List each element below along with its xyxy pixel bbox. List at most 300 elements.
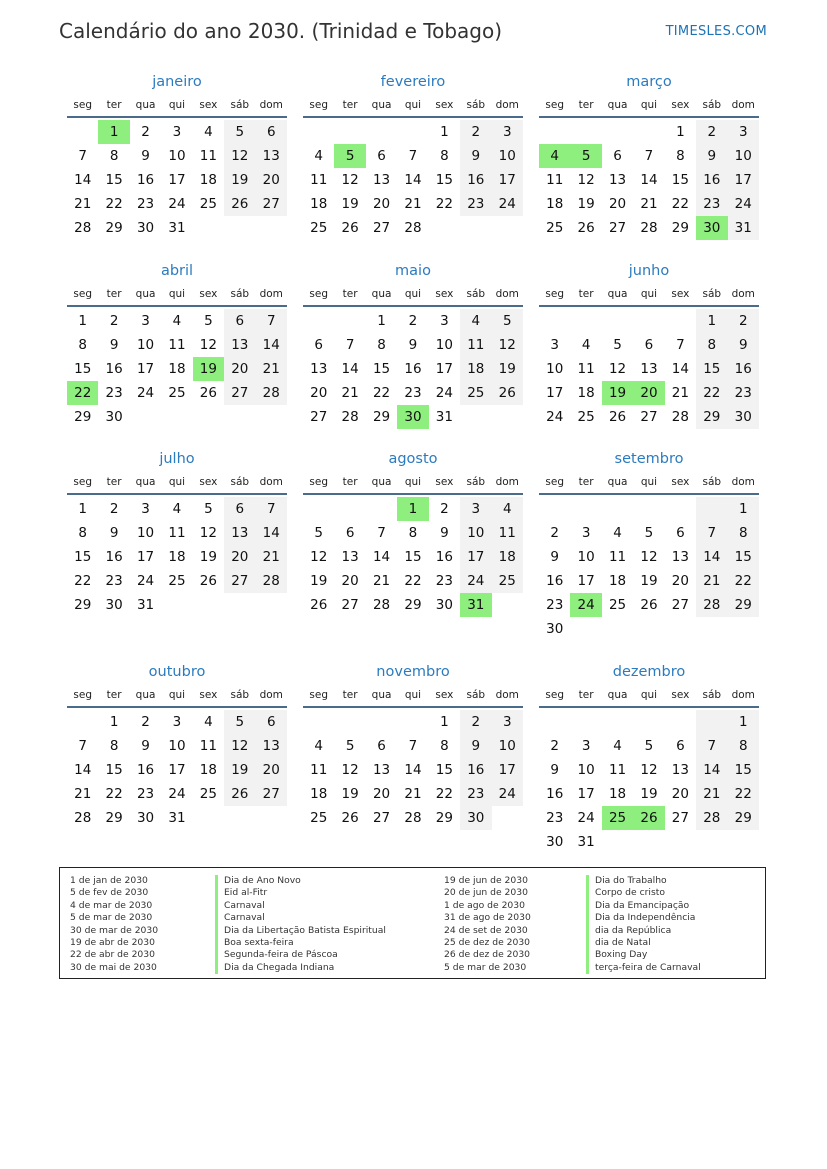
day-cell: 3	[492, 710, 523, 734]
weekday-label: qui	[640, 476, 658, 488]
holiday-day-cell: 20	[633, 381, 664, 405]
legend-dates-col-1	[70, 875, 158, 974]
day-cell: 4	[204, 714, 213, 730]
weekday-label: dom	[495, 99, 519, 111]
day-cell: 28	[372, 597, 391, 613]
day-cell: 11	[546, 172, 564, 188]
day-cell: 8	[78, 337, 87, 353]
empty-cell	[539, 120, 570, 144]
weekday-header	[303, 473, 523, 495]
day-cell: 7	[696, 521, 727, 545]
site-link[interactable]: TIMESLES.COM	[665, 24, 767, 39]
legend-date: 26 de dez de 2030	[444, 949, 531, 961]
empty-cell	[303, 120, 334, 144]
legend-date: 1 de ago de 2030	[444, 899, 525, 911]
empty-cell	[193, 216, 224, 240]
day-cell: 28	[404, 810, 422, 826]
day-cell: 20	[372, 786, 391, 802]
day-grid	[539, 497, 759, 641]
day-cell: 19	[341, 196, 359, 212]
day-cell: 8	[728, 521, 759, 545]
empty-cell	[334, 710, 365, 734]
legend-date: 22 de abr de 2030	[70, 949, 155, 961]
legend-holiday-name: dia da República	[586, 925, 701, 937]
weekday-label: sex	[435, 99, 454, 111]
legend-date: 19 de jun de 2030	[444, 875, 528, 886]
legend-date: 4 de mar de 2030	[70, 899, 153, 911]
day-cell: 6	[224, 497, 255, 521]
weekday-label: sáb	[466, 288, 486, 300]
day-cell: 20	[671, 573, 689, 589]
day-cell: 4	[613, 525, 622, 541]
day-cell: 16	[460, 758, 491, 782]
empty-cell	[602, 309, 633, 333]
day-cell: 13	[310, 361, 328, 377]
day-cell: 18	[608, 573, 627, 589]
day-cell: 3	[141, 313, 150, 329]
weekday-label: sex	[671, 288, 690, 300]
day-cell: 7	[408, 738, 418, 754]
day-cell: 8	[728, 734, 759, 758]
empty-cell	[67, 710, 98, 734]
weekday-label: dom	[259, 288, 283, 300]
day-cell: 9	[141, 148, 150, 164]
day-cell: 14	[696, 545, 727, 569]
day-cell: 20	[372, 196, 391, 212]
day-cell: 30	[728, 405, 759, 429]
empty-cell	[256, 806, 287, 830]
weekday-label: sex	[199, 288, 218, 300]
day-cell: 6	[676, 525, 685, 541]
holiday-day-cell: 22	[67, 381, 98, 405]
empty-cell	[224, 405, 255, 429]
empty-cell	[492, 593, 523, 617]
weekday-label: sex	[671, 476, 690, 488]
day-cell: 12	[310, 549, 328, 565]
day-cell: 17	[492, 758, 523, 782]
weekday-label: sex	[435, 476, 454, 488]
holiday-day-cell: 1	[397, 497, 428, 521]
day-cell: 5	[613, 337, 622, 353]
day-cell: 10	[577, 549, 595, 565]
empty-cell	[366, 120, 397, 144]
day-cell: 20	[341, 573, 359, 589]
legend-date: 5 de fev de 2030	[70, 887, 149, 899]
legend-names-col-2	[586, 875, 701, 974]
weekday-label: qua	[135, 288, 156, 300]
legend-holiday-name: Carnaval	[215, 900, 386, 912]
day-cell: 19	[224, 168, 255, 192]
legend-holiday-name: Dia da Libertação Batista Espiritual	[215, 925, 386, 937]
day-cell: 15	[728, 758, 759, 782]
weekday-label: seg	[309, 99, 329, 111]
day-cell: 17	[577, 573, 595, 589]
weekday-label: sáb	[466, 689, 486, 701]
day-cell: 6	[613, 148, 622, 164]
day-cell: 4	[172, 501, 182, 517]
weekday-label: qui	[404, 288, 422, 300]
day-cell: 16	[404, 361, 422, 377]
day-cell: 21	[256, 545, 287, 569]
day-cell: 11	[608, 762, 627, 778]
legend-date: 30 de mar de 2030	[70, 924, 159, 936]
weekday-header	[303, 96, 523, 118]
day-grid	[539, 309, 759, 429]
day-cell: 12	[224, 144, 255, 168]
empty-cell	[366, 710, 397, 734]
day-cell: 19	[577, 196, 595, 212]
day-cell: 22	[435, 196, 453, 212]
empty-cell	[334, 309, 365, 333]
weekday-label: seg	[73, 288, 93, 300]
day-cell: 30	[136, 220, 155, 236]
weekday-header	[67, 473, 287, 495]
holiday-day-cell: 5	[334, 144, 365, 168]
empty-cell	[696, 617, 727, 641]
day-cell: 20	[256, 758, 287, 782]
day-cell: 24	[136, 385, 155, 401]
empty-cell	[334, 497, 365, 521]
day-cell: 4	[492, 497, 523, 521]
legend-date: 1 de jan de 2030	[70, 875, 148, 886]
weekday-label: sáb	[230, 476, 250, 488]
day-cell: 21	[404, 196, 422, 212]
day-grid	[67, 497, 287, 617]
month-name: outubro	[148, 664, 206, 680]
day-cell: 3	[440, 313, 449, 329]
day-cell: 31	[136, 597, 155, 613]
holiday-day-cell: 24	[570, 593, 601, 617]
day-cell: 26	[224, 782, 255, 806]
day-cell: 18	[310, 196, 328, 212]
day-cell: 19	[310, 573, 328, 589]
day-cell: 26	[341, 220, 359, 236]
empty-cell	[633, 497, 664, 521]
legend-holiday-name: Dia do Trabalho	[586, 875, 701, 887]
day-cell: 27	[671, 810, 689, 826]
empty-cell	[397, 710, 428, 734]
holiday-day-cell: 19	[602, 381, 633, 405]
day-cell: 22	[696, 381, 727, 405]
day-cell: 25	[460, 381, 491, 405]
legend-date: 30 de mai de 2030	[70, 961, 157, 973]
day-cell: 2	[141, 714, 150, 730]
legend-holiday-name: Boa sexta-feira	[215, 937, 386, 949]
day-cell: 7	[78, 148, 87, 164]
empty-cell	[602, 830, 633, 854]
day-cell: 3	[141, 501, 150, 517]
empty-cell	[570, 497, 601, 521]
day-cell: 1	[440, 714, 449, 730]
weekday-label: ter	[106, 476, 122, 488]
day-cell: 26	[199, 385, 217, 401]
day-cell: 22	[74, 573, 92, 589]
day-cell: 26	[310, 597, 328, 613]
day-cell: 1	[728, 497, 759, 521]
day-cell: 16	[105, 549, 123, 565]
legend-date: 19 de abr de 2030	[70, 936, 155, 948]
day-cell: 28	[640, 220, 658, 236]
legend-holiday-name: Dia da Emancipação	[586, 900, 701, 912]
day-cell: 11	[310, 172, 328, 188]
empty-cell	[492, 405, 523, 429]
empty-cell	[665, 617, 696, 641]
day-cell: 14	[671, 361, 689, 377]
day-cell: 6	[314, 337, 323, 353]
day-cell: 29	[74, 409, 92, 425]
day-cell: 28	[256, 381, 287, 405]
page-title: Calendário do ano 2030. (Trinidad e Tobago)	[59, 19, 503, 43]
day-cell: 9	[550, 762, 559, 778]
empty-cell	[665, 309, 696, 333]
weekday-label: dom	[731, 476, 755, 488]
day-cell: 15	[435, 172, 453, 188]
weekday-label: sáb	[466, 476, 486, 488]
empty-cell	[492, 806, 523, 830]
empty-cell	[728, 830, 759, 854]
day-cell: 5	[345, 738, 355, 754]
day-cell: 12	[199, 525, 217, 541]
day-cell: 13	[341, 549, 359, 565]
day-cell: 17	[136, 361, 155, 377]
weekday-label: dom	[259, 476, 283, 488]
empty-cell	[633, 830, 664, 854]
legend-dates-col-2	[444, 875, 531, 974]
day-cell: 12	[608, 361, 627, 377]
weekday-header	[67, 686, 287, 708]
day-cell: 11	[492, 521, 523, 545]
day-cell: 24	[728, 192, 759, 216]
day-grid	[539, 710, 759, 854]
day-cell: 10	[492, 734, 523, 758]
day-cell: 29	[105, 810, 123, 826]
day-cell: 8	[676, 148, 685, 164]
month-name: novembro	[376, 664, 450, 680]
weekday-label: dom	[731, 689, 755, 701]
weekday-label: sex	[199, 99, 218, 111]
day-cell: 25	[577, 409, 595, 425]
day-cell: 2	[109, 501, 119, 517]
day-cell: 31	[168, 220, 186, 236]
month-name: março	[626, 74, 672, 90]
day-cell: 23	[728, 381, 759, 405]
weekday-label: sáb	[466, 99, 486, 111]
day-cell: 9	[460, 144, 491, 168]
weekday-label: seg	[545, 689, 565, 701]
day-cell: 30	[546, 621, 564, 637]
weekday-label: dom	[495, 689, 519, 701]
month-abril	[67, 260, 287, 429]
legend-holiday-name: Dia da Chegada Indiana	[215, 962, 386, 974]
day-cell: 10	[168, 738, 186, 754]
day-grid	[303, 710, 523, 830]
holiday-day-cell: 31	[460, 593, 491, 617]
day-cell: 25	[168, 385, 186, 401]
weekday-label: qua	[135, 689, 156, 701]
day-cell: 22	[671, 196, 689, 212]
day-cell: 1	[696, 309, 727, 333]
holiday-day-cell: 5	[570, 144, 601, 168]
day-cell: 14	[404, 762, 422, 778]
weekday-label: qua	[371, 689, 392, 701]
day-cell: 25	[492, 569, 523, 593]
day-cell: 24	[136, 573, 155, 589]
day-cell: 8	[440, 738, 449, 754]
legend-holiday-name: Eid al-Fitr	[215, 887, 386, 899]
day-cell: 8	[109, 738, 119, 754]
empty-cell	[334, 120, 365, 144]
empty-cell	[193, 806, 224, 830]
empty-cell	[429, 216, 460, 240]
day-cell: 20	[224, 357, 255, 381]
day-cell: 27	[341, 597, 359, 613]
empty-cell	[633, 617, 664, 641]
empty-cell	[602, 120, 633, 144]
weekday-label: qui	[404, 476, 422, 488]
day-cell: 6	[345, 525, 355, 541]
day-cell: 19	[224, 758, 255, 782]
day-cell: 2	[550, 525, 559, 541]
day-cell: 7	[696, 734, 727, 758]
day-grid	[303, 120, 523, 240]
day-cell: 26	[492, 381, 523, 405]
day-cell: 1	[78, 313, 87, 329]
day-cell: 2	[109, 313, 119, 329]
day-cell: 30	[435, 597, 453, 613]
day-cell: 6	[377, 148, 386, 164]
empty-cell	[602, 497, 633, 521]
weekday-header	[539, 285, 759, 307]
month-julho	[67, 448, 287, 617]
day-cell: 27	[224, 569, 255, 593]
day-cell: 10	[577, 762, 595, 778]
day-cell: 23	[546, 810, 564, 826]
weekday-label: sex	[671, 99, 690, 111]
day-cell: 29	[728, 806, 759, 830]
day-cell: 24	[492, 192, 523, 216]
day-cell: 8	[78, 525, 87, 541]
weekday-header	[539, 473, 759, 495]
day-cell: 5	[492, 309, 523, 333]
day-cell: 26	[224, 192, 255, 216]
day-cell: 27	[372, 810, 391, 826]
empty-cell	[665, 497, 696, 521]
day-cell: 11	[199, 738, 217, 754]
empty-cell	[256, 216, 287, 240]
weekday-label: ter	[578, 99, 594, 111]
weekday-label: sáb	[702, 476, 722, 488]
weekday-label: qua	[371, 99, 392, 111]
day-cell: 30	[105, 597, 123, 613]
day-cell: 23	[136, 786, 155, 802]
day-cell: 11	[168, 337, 186, 353]
day-cell: 31	[435, 409, 453, 425]
day-cell: 7	[676, 337, 685, 353]
weekday-label: seg	[73, 99, 93, 111]
day-cell: 22	[105, 196, 123, 212]
day-cell: 18	[168, 549, 186, 565]
empty-cell	[460, 405, 491, 429]
weekday-label: seg	[309, 476, 329, 488]
legend-date: 5 de mar de 2030	[70, 912, 153, 924]
day-cell: 5	[224, 710, 255, 734]
day-cell: 4	[613, 738, 622, 754]
empty-cell	[633, 309, 664, 333]
empty-cell	[366, 497, 397, 521]
day-cell: 24	[546, 409, 564, 425]
day-cell: 30	[136, 810, 155, 826]
day-cell: 13	[671, 549, 689, 565]
day-cell: 4	[314, 148, 323, 164]
month-name: janeiro	[152, 74, 202, 90]
day-cell: 10	[168, 148, 186, 164]
day-cell: 9	[109, 337, 119, 353]
day-cell: 27	[372, 220, 391, 236]
weekday-label: qua	[607, 288, 628, 300]
day-cell: 14	[74, 762, 92, 778]
holiday-day-cell: 26	[633, 806, 664, 830]
day-cell: 6	[644, 337, 654, 353]
day-cell: 9	[440, 525, 449, 541]
day-cell: 5	[644, 738, 654, 754]
day-cell: 27	[608, 220, 627, 236]
day-cell: 25	[168, 573, 186, 589]
day-grid	[67, 120, 287, 240]
weekday-header	[303, 285, 523, 307]
day-cell: 19	[640, 573, 658, 589]
day-cell: 23	[136, 196, 155, 212]
weekday-label: ter	[578, 689, 594, 701]
day-cell: 15	[404, 549, 422, 565]
day-cell: 16	[136, 762, 155, 778]
day-cell: 28	[341, 409, 359, 425]
weekday-header	[67, 285, 287, 307]
day-cell: 11	[310, 762, 328, 778]
day-cell: 3	[172, 714, 182, 730]
day-cell: 28	[74, 810, 92, 826]
weekday-label: qua	[135, 476, 156, 488]
day-cell: 7	[78, 738, 87, 754]
day-cell: 16	[696, 168, 727, 192]
day-grid	[539, 120, 759, 240]
legend-date: 25 de dez de 2030	[444, 936, 531, 948]
day-cell: 10	[492, 144, 523, 168]
day-cell: 10	[435, 337, 453, 353]
day-cell: 9	[728, 333, 759, 357]
day-cell: 7	[377, 525, 386, 541]
day-cell: 19	[640, 786, 658, 802]
day-cell: 3	[492, 120, 523, 144]
month-dezembro	[539, 661, 759, 854]
day-cell: 29	[696, 405, 727, 429]
day-cell: 25	[310, 810, 328, 826]
day-cell: 7	[345, 337, 355, 353]
legend-holiday-name: Dia da Independência	[586, 912, 701, 924]
day-cell: 11	[608, 549, 627, 565]
empty-cell	[602, 617, 633, 641]
day-cell: 29	[435, 810, 453, 826]
weekday-label: sex	[435, 689, 454, 701]
day-cell: 9	[109, 525, 119, 541]
day-cell: 24	[168, 786, 186, 802]
day-cell: 10	[136, 337, 155, 353]
weekday-label: qui	[404, 689, 422, 701]
day-cell: 23	[546, 597, 564, 613]
day-cell: 12	[341, 172, 359, 188]
day-cell: 26	[199, 573, 217, 589]
day-cell: 17	[168, 762, 186, 778]
day-cell: 22	[404, 573, 422, 589]
